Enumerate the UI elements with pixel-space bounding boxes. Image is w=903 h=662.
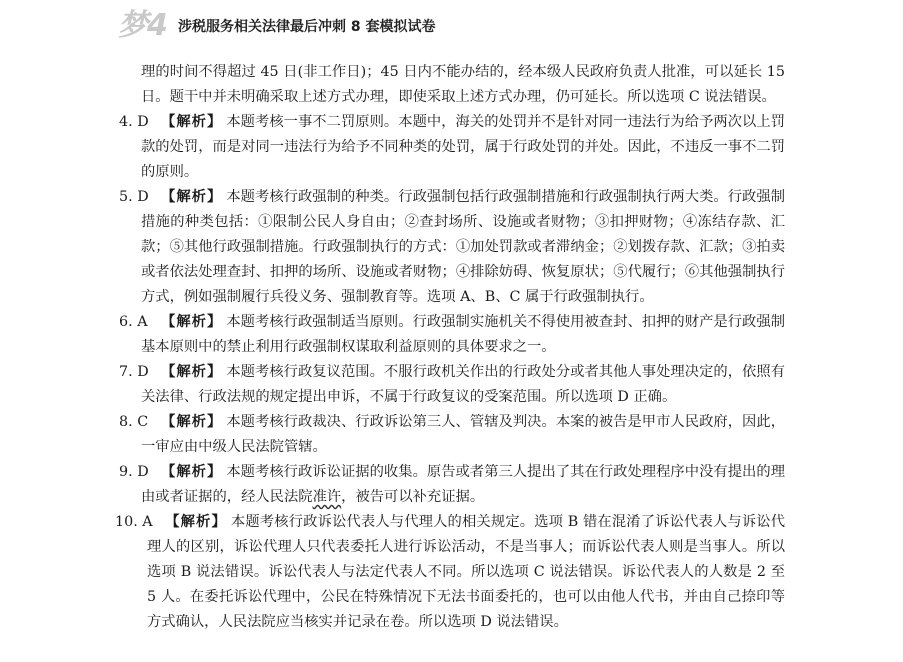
- continuation-paragraph: 理的时间不得超过 45 日(非工作日)；45 日内不能办结的，经本级人民政府负责人批准，可以延长 15 日。题干中并未明确采取上述方式办理，即使采取上述方式办理，仍可延长。所以选项 C 说法错误。: [141, 64, 785, 105]
- answer-item-9: [115, 460, 785, 510]
- answer-item-10: [115, 510, 785, 635]
- book-title: 涉税服务相关法律最后冲刺 8 套模拟试卷: [178, 19, 436, 35]
- item-number: 5. D: [119, 189, 149, 205]
- answer-item-7: [115, 360, 785, 410]
- item-answer: D: [137, 364, 149, 380]
- answer-item-8: [115, 410, 785, 460]
- item-explanation: 【解析】 本题考核行政诉讼代表人与代理人的相关规定。选项 B 错在混淆了诉讼代表人与诉讼代理人的区别，诉讼代理人只代表委托人进行诉讼活动，不是当事人；而诉讼代表人则是当事人。所以选项 B 说法错误。诉讼代表人与法定代表人不同。所以选项 C 说法错误。诉讼代表人的人数是 2 至 5 人。在委托诉讼代理中，公民在特殊情况下无法书面委托的，也可以由他人代书，并由自己捺印等方式确认，人民法院应当核实并记录在卷。所以选项 D 说法错误。: [147, 514, 786, 630]
- item-number: 4. D: [119, 114, 149, 130]
- page-header: [118, 6, 898, 50]
- item-answer: D: [137, 464, 149, 480]
- analysis-tag: 【解析】: [161, 114, 223, 130]
- item-number: 9. D: [119, 464, 149, 480]
- item-answer: A: [142, 514, 153, 530]
- item-answer: D: [137, 189, 149, 205]
- analysis-tag: 【解析】: [161, 314, 223, 330]
- analysis-tag: 【解析】: [161, 189, 223, 205]
- item-explanation: 【解析】 本题考核行政裁决、行政诉讼第三人、管辖及判决。本案的被告是甲市人民政府，因此，一审应由中级人民法院管辖。: [141, 414, 786, 455]
- analysis-tag: 【解析】: [161, 364, 223, 380]
- answer-explanations: [115, 60, 785, 635]
- analysis-tag: 【解析】: [161, 414, 223, 430]
- item-explanation: 【解析】 本题考核行政强制适当原则。行政强制实施机关不得使用被查封、扣押的财产是行政强制基本原则中的禁止利用行政强制权谋取利益原则的具体要求之一。: [141, 314, 786, 355]
- series-logo: 梦4: [118, 8, 167, 43]
- analysis-tag: 【解析】: [165, 514, 227, 530]
- item-explanation: 【解析】 本题考核行政复议范围。不服行政机关作出的行政处分或者其他人事处理决定的，依照有关法律、行政法规的规定提出申诉，不属于行政复议的受案范围。所以选项 D 正确。: [141, 364, 786, 405]
- item-explanation: 【解析】 本题考核一事不二罚原则。本题中，海关的处罚并不是针对同一违法行为给予两次以上罚款的处罚，而是对同一违法行为给予不同种类的处罚，属于行政处罚的并处。因此，不违反一事不二罚的原则。: [141, 114, 786, 180]
- item-explanation: 【解析】 本题考核行政诉讼证据的收集。原告或者第三人提出了其在行政处理程序中没有提出的理由或者证据的，经人民法院准许，被告可以补充证据。: [141, 464, 786, 505]
- answer-item-6: [115, 310, 785, 360]
- item-number: 8. C: [119, 414, 149, 430]
- item-number: 10. A: [115, 514, 153, 530]
- wavy-underline-text: 准许: [312, 489, 342, 505]
- analysis-tag: 【解析】: [161, 464, 223, 480]
- item-answer: D: [137, 114, 149, 130]
- answer-item-4: [115, 110, 785, 185]
- item-number: 7. D: [119, 364, 149, 380]
- item-answer: A: [137, 314, 148, 330]
- item-number: 6. A: [119, 314, 148, 330]
- item-answer: C: [137, 414, 149, 430]
- item-explanation: 【解析】 本题考核行政强制的种类。行政强制包括行政强制措施和行政强制执行两大类。行政强制措施的种类包括：①限制公民人身自由；②查封场所、设施或者财物；③扣押财物；④冻结存款、汇款；⑤其他行政强制措施。行政强制执行的方式：①加处罚款或者滞纳金；②划拨存款、汇款；③拍卖或者依法处理查封、扣押的场所、设施或者财物；④排除妨碍、恢复原状；⑤代履行；⑥其他强制执行方式，例如强制履行兵役义务、强制教育等。选项 A、B、C 属于行政强制执行。: [141, 189, 786, 305]
- answer-item-5: [115, 185, 785, 310]
